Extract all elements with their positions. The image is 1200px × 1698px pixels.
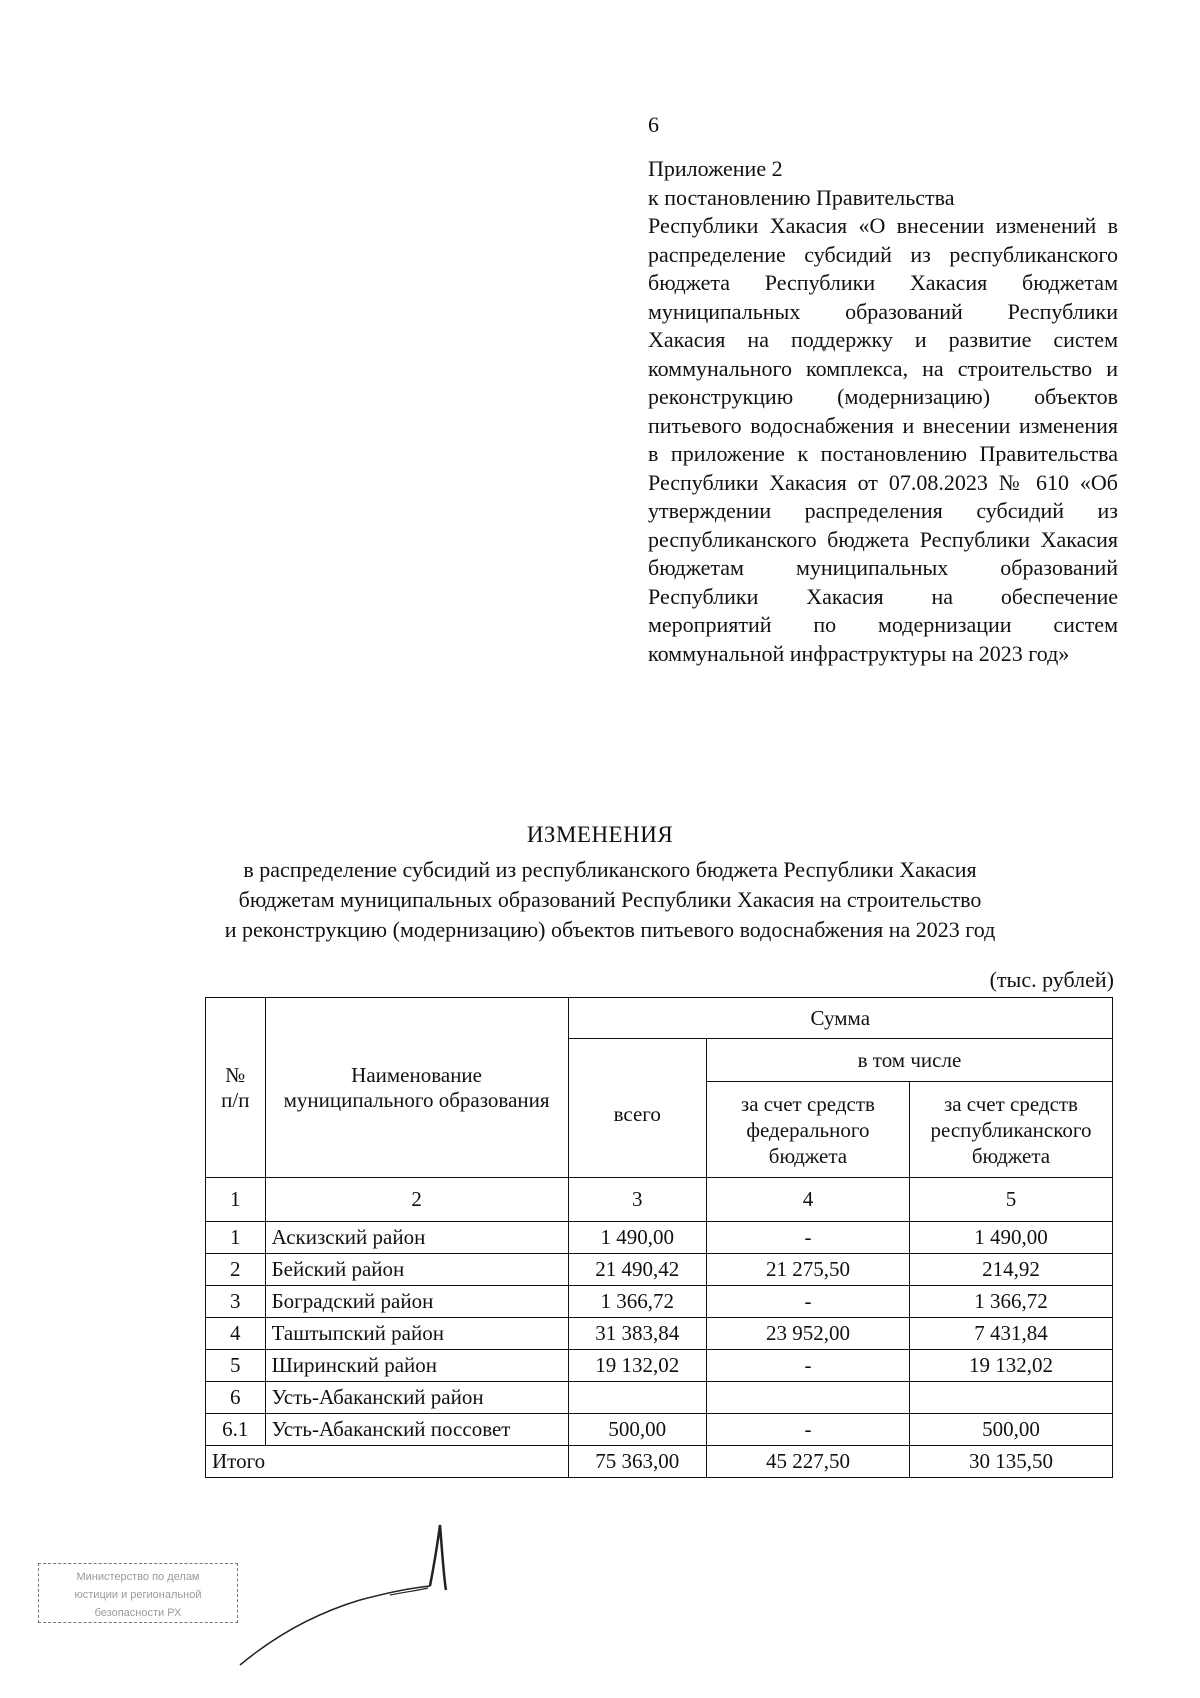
column-number: 3 xyxy=(568,1178,706,1222)
header-sum: Сумма xyxy=(568,998,1112,1039)
units-label: (тыс. рублей) xyxy=(989,967,1114,992)
row-name: Усть-Абаканский поссовет xyxy=(265,1414,568,1446)
column-number: 4 xyxy=(706,1178,909,1222)
row-number: 3 xyxy=(206,1286,266,1318)
row-federal: 21 275,50 xyxy=(706,1254,909,1286)
header-number xyxy=(206,998,266,1178)
row-name: Аскизский район xyxy=(265,1222,568,1254)
row-total: 31 383,84 xyxy=(568,1318,706,1350)
header-including: в том числе xyxy=(706,1039,1112,1082)
row-name: Усть-Абаканский район xyxy=(265,1382,568,1414)
row-republic: 214,92 xyxy=(909,1254,1112,1286)
table-row xyxy=(206,1318,1113,1350)
row-total: 19 132,02 xyxy=(568,1350,706,1382)
table-row xyxy=(206,1414,1113,1446)
appendix-line-1: Приложение 2 xyxy=(648,156,783,181)
header-federal: за счет средств федерального бюджета xyxy=(706,1082,909,1178)
row-name: Бейский район xyxy=(265,1254,568,1286)
row-federal: - xyxy=(706,1350,909,1382)
appendix-line-2: к постановлению Правительства xyxy=(648,184,955,210)
row-federal: - xyxy=(706,1286,909,1318)
document-title: ИЗМЕНЕНИЯ xyxy=(526,822,674,847)
row-republic: 1 366,72 xyxy=(909,1286,1112,1318)
row-total xyxy=(568,1382,706,1414)
stamp-line-2: юстиции и региональной xyxy=(74,1589,202,1601)
row-republic: 7 431,84 xyxy=(909,1318,1112,1350)
header-number-line-1: № xyxy=(225,1062,246,1087)
table-row xyxy=(206,1254,1113,1286)
header-name-line-1: Наименование xyxy=(351,1062,482,1087)
signature xyxy=(230,1520,490,1670)
total-row xyxy=(206,1446,1113,1478)
subtitle-line-1: в распределение субсидий из республиканского бюджета Республики Хакасия xyxy=(243,857,977,882)
total-republic: 30 135,50 xyxy=(909,1446,1112,1478)
header-name-line-2: муниципального образования xyxy=(283,1087,550,1112)
row-republic: 500,00 xyxy=(909,1414,1112,1446)
column-number-row xyxy=(206,1178,1113,1222)
row-number: 6 xyxy=(206,1382,266,1414)
row-number: 5 xyxy=(206,1350,266,1382)
table-row xyxy=(206,1222,1113,1254)
row-name: Боградский район xyxy=(265,1286,568,1318)
table-row xyxy=(206,1350,1113,1382)
row-total: 500,00 xyxy=(568,1414,706,1446)
column-number: 2 xyxy=(265,1178,568,1222)
row-name: Таштыпский район xyxy=(265,1318,568,1350)
table-row xyxy=(206,1286,1113,1318)
row-number: 2 xyxy=(206,1254,266,1286)
stamp-line-3: безопасности РХ xyxy=(94,1607,182,1619)
row-federal: - xyxy=(706,1414,909,1446)
table-header xyxy=(206,998,1113,1178)
total-label: Итого xyxy=(206,1446,569,1478)
appendix-body: Республики Хакасия «О внесении изменений в распределение субсидий из республиканского бюджета Республики Хакасия бюджетам муниципальных образований Республики Хакасия на поддержку и развитие систем коммунального комплекса, на строительство и реконструкцию (модернизацию) объектов питьевого водоснабжения и внесении изменения в приложение к постановлению Правительства Республики Хакасия от 07.08.2023 № 610 «Об утверждении распределения субсидий из республиканского бюджета Республики Хакасия бюджетам муниципальных образований Республики Хакасия на обеспечение мероприятий по модернизации систем коммунальной инфраструктуры на 2023 год» xyxy=(648,213,1118,666)
row-total: 1 366,72 xyxy=(568,1286,706,1318)
row-republic xyxy=(909,1382,1112,1414)
header-name xyxy=(265,998,568,1178)
stamp-line-1: Министерство по делам xyxy=(76,1571,200,1583)
page-number: 6 xyxy=(648,112,659,137)
total-federal: 45 227,50 xyxy=(706,1446,909,1478)
table-row xyxy=(206,1382,1113,1414)
header-republic: за счет средств республиканского бюджета xyxy=(909,1082,1112,1178)
row-number: 4 xyxy=(206,1318,266,1350)
row-name: Ширинский район xyxy=(265,1350,568,1382)
subtitle-line-2: бюджетам муниципальных образований Республики Хакасия на строительство xyxy=(238,887,982,912)
column-number: 1 xyxy=(206,1178,266,1222)
header-total: всего xyxy=(568,1039,706,1178)
row-federal xyxy=(706,1382,909,1414)
column-number: 5 xyxy=(909,1178,1112,1222)
header-number-line-2: п/п xyxy=(221,1087,250,1112)
row-number: 1 xyxy=(206,1222,266,1254)
row-total: 21 490,42 xyxy=(568,1254,706,1286)
row-number: 6.1 xyxy=(206,1414,266,1446)
subtitle-line-3: и реконструкцию (модернизацию) объектов питьевого водоснабжения на 2023 год xyxy=(224,917,996,942)
appendix-header xyxy=(648,155,1118,668)
row-total: 1 490,00 xyxy=(568,1222,706,1254)
row-republic: 1 490,00 xyxy=(909,1222,1112,1254)
table-body xyxy=(206,1178,1113,1478)
row-federal: - xyxy=(706,1222,909,1254)
subsidies-table xyxy=(205,997,1113,1478)
total-sum: 75 363,00 xyxy=(568,1446,706,1478)
document-subtitle xyxy=(150,855,1070,945)
row-republic: 19 132,02 xyxy=(909,1350,1112,1382)
row-federal: 23 952,00 xyxy=(706,1318,909,1350)
registration-stamp xyxy=(38,1563,238,1623)
